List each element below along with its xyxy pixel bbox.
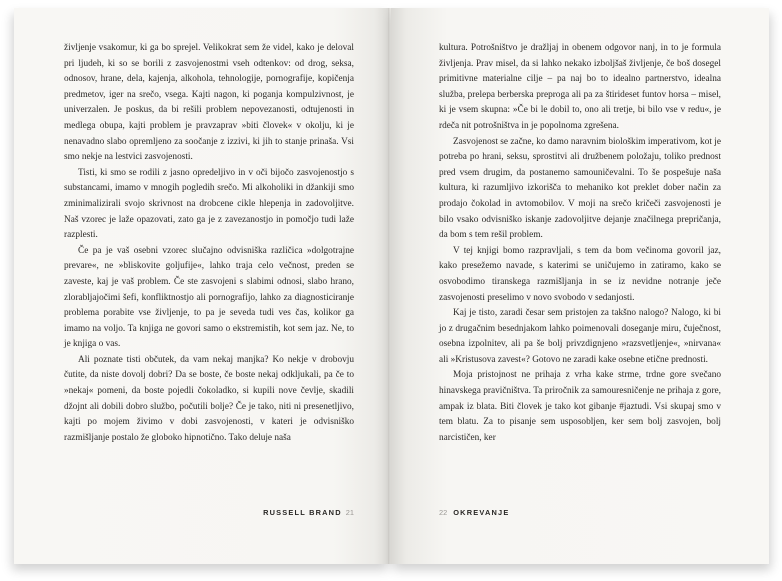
page-number-left: 21 [345,508,354,517]
left-paragraph-2: Tisti, ki smo se rodili z jasno opredeljivo in v oči bijočo zasvojenostjo s substancami, imamo v mnogih pogledih srečo. Mi alkoholiki in džankiji smo zminimalizirali svojo skrivnost na drobcene cikle hlepenja in zadovoljitve. Naš vzorec je laže opazovati, zato ga je z zavezanostjo in pomočjo tudi laže razplesti. [64,167,354,241]
right-paragraph-1: kultura. Potrošništvo je dražljaj in obenem odgovor nanj, in to je formula življenja. Prav misel, da si lahko nekako izboljšaš življenje, če boš dosegel primitivne materialne cilje – pa naj bo to idealno partnerstvo, idealna služba, prelepa berberska preproga ali pa za štirideset funtov horsa – misel, ki je vsem skupna: »Če bi le dobil to, ono ali tretje, bi bilo vse v redu«, je rdeča nit potrošništva in je popolnoma zgrešena. [439,43,721,131]
left-page-footer [263,508,354,517]
right-paragraph-5: Moja pristojnost ne prihaja z vrha kake strme, trdne gore svečano hinavskega pravičništva. Ta priročnik za samouresničenje ne prihaja z gore, ampak iz blata. Biti človek je tako kot gibanje #jaztudi. Vsi skupaj smo v tem blatu. Za to pisanje sem usposobljen, ker sem bolj zasvojen, bolj narcističen, ker [439,370,721,443]
right-paragraph-4: Kaj je tisto, zaradi česar sem pristojen za takšno nalogo? Nalogo, ki bi jo z drugačnim besednjakom lahko poimenovali doseganje miru, čuječnost, osebna izpolnitev, ali pa še bolj privzdignjeno »razsvetljenje«, »nirvana« ali »Kristusova zavest«? Gotovo ne zaradi kake osebne etične prednosti. [439,308,721,365]
left-page [14,8,390,564]
right-page-footer [439,508,509,517]
running-head-title: OKREVANJE [453,508,510,517]
right-page [391,8,769,564]
left-page-body [64,41,354,446]
left-paragraph-1: življenje vsakomur, ki ga bo sprejel. Velikokrat sem že videl, kako je deloval pri ljudeh, ki so se borili z zasvojenostmi vseh odtenkov: od drog, seksa, odnosov, hrane, dela, kajenja, alkohola, tehnologije, pornografije, kopičenja predmetov, iger na srečo, vsega. Kajti nagon, ki poganja kompulzivnost, je univerzalen. Je poskus, da bi rešili problem nepovezanosti, odtujenosti in medlega obupa, kajti problem je pravzaprav »biti človek« v okolju, ki je nenavadno slabo opremljeno za soočanje z izzivi, ki jih to stanje prinaša. Vsi smo nekje na lestvici zasvojenosti. [64,43,354,163]
right-page-body [439,41,721,446]
right-paragraph-2: Zasvojenost se začne, ko damo naravnim biološkim imperativom, kot je potreba po hrani, seksu, sprostitvi ali družbenem položaju, toliko prednost pred vsem drugim, da postanemo samouničevalni. To še pospešuje naša kultura, ki razumljivo izkorišča to mehaniko kot preklet dober način za prodajo čokolad in avtomobilov. V moji na srečo kričeči zasvojenosti je bilo vsako odvisniško iskanje zadovoljitve dejanje značilnega prepričanja, da bom s tem rešil problem. [439,136,721,241]
left-paragraph-4: Ali poznate tisti občutek, da vam nekaj manjka? Ko nekje v drobovju čutite, da niste dovolj dobri? Da se boste, če boste nekaj odkljukali, pa če to »nekaj« pomeni, da boste pojedli čokoladko, si kupili nove čevlje, skadili džojnt ali dobili dobro službo, počutili bolje? Če je tako, niti ni presenetljivo, kajti po mojem živimo v dobi zasvojenosti, v kateri je odvisniško razmišljanje postalo že globoko hipnotično. Tako deluje naša [64,354,354,443]
page-number-right: 22 [439,508,448,517]
right-paragraph-3: V tej knjigi bomo razpravljali, s tem da bom večinoma govoril jaz, kako presežemo navade, s katerimi se uničujemo in zatiramo, kako se osvobodimo tiranskega razmišljanja in se iz nevidne notranje ječe zasvojenosti preselimo v novo svobodo v sedanjosti. [439,245,721,303]
left-paragraph-3: Če pa je vaš osebni vzorec slučajno odvisniška različica »dolgotrajne prevare«, ne »bliskovite goljufije«, lahko traja celo večnost, preden se zaveste, kaj je vaš problem. Če ste zasvojeni s slabimi odnosi, slabo hrano, zlorabljajočimi šefi, konfliktnostjo ali pornografijo, lahko za diagnosticiranje problema porabite vse življenje, to pa je seveda tudi ves čas, kolikor ga imamo na voljo. Ta knjiga ne govori samo o ekstremistih, kot sem jaz. Ne, to je knjiga o vas. [64,245,354,350]
running-head-author: RUSSELL BRAND [263,508,342,517]
